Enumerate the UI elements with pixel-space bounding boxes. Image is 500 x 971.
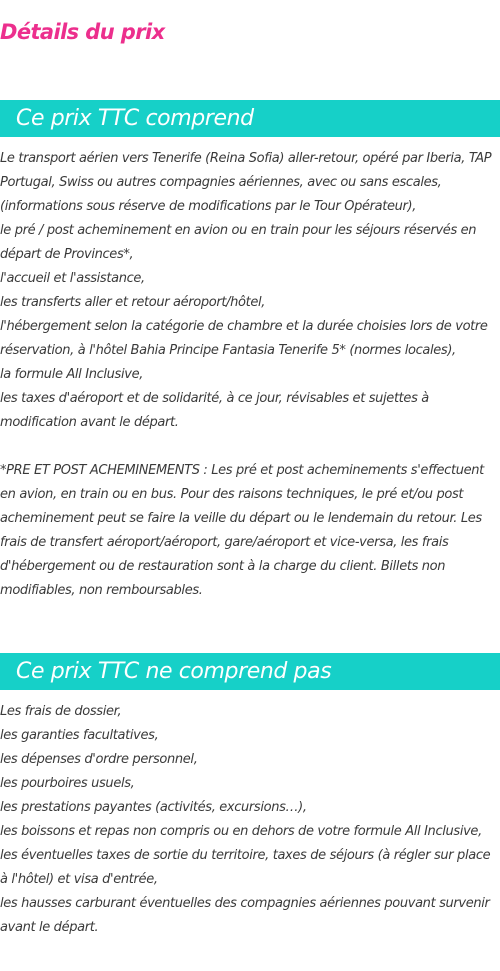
excludes-item: les dépenses d'ordre personnel, [0, 752, 198, 767]
excludes-item: les boissons et repas non compris ou en dehors de votre formule All Inclusive, [0, 824, 482, 839]
includes-content [0, 147, 500, 603]
includes-item: le pré / post acheminement en avion ou en train pour les séjours réservés en départ de Provinces*, [0, 223, 477, 262]
excludes-item: les éventuelles taxes de sortie du territoire, taxes de séjours (à régler sur place à l'hôtel) et visa d'entrée, [0, 848, 491, 887]
excludes-item: Les frais de dossier, [0, 704, 122, 719]
includes-item: les taxes d'aéroport et de solidarité, à ce jour, révisables et sujettes à modification avant le départ. [0, 391, 429, 430]
includes-item: la formule All Inclusive, [0, 367, 144, 382]
includes-item: l'accueil et l'assistance, [0, 271, 145, 286]
excludes-item: les garanties facultatives, [0, 728, 159, 743]
excludes-item: les hausses carburant éventuelles des compagnies aériennes pouvant survenir avant le départ. [0, 896, 490, 935]
excludes-item: les prestations payantes (activités, excursions…), [0, 800, 307, 815]
section-header-includes: Ce prix TTC comprend [0, 100, 500, 137]
excludes-item: les pourboires usuels, [0, 776, 135, 791]
includes-item: Le transport aérien vers Tenerife (Reina Sofia) aller-retour, opéré par Iberia, TAP Portugal, Swiss ou autres compagnies aériennes, avec ou sans escales, (informations sous réserve de modifications par le Tour Opérateur), [0, 151, 492, 214]
section-header-excludes: Ce prix TTC ne comprend pas [0, 653, 500, 690]
includes-item: l'hébergement selon la catégorie de chambre et la durée choisies lors de votre réservation, à l'hôtel Bahia Principe Fantasia Tenerife 5* (normes locales), [0, 319, 488, 358]
includes-item: les transferts aller et retour aéroport/hôtel, [0, 295, 266, 310]
page-title: Détails du prix [0, 20, 165, 44]
includes-note: *PRE ET POST ACHEMINEMENTS : Les pré et post acheminements s'effectuent en avion, en train ou en bus. Pour des raisons techniques, le pré et/ou post acheminement peut se faire la veille du départ ou le lendemain du retour. Les frais de transfert aéroport/aéroport, gare/aéroport et vice-versa, les frais d'hébergement ou de restauration sont à la charge du client. Billets non modifiables, non remboursables. [0, 463, 484, 598]
excludes-content [0, 700, 500, 940]
